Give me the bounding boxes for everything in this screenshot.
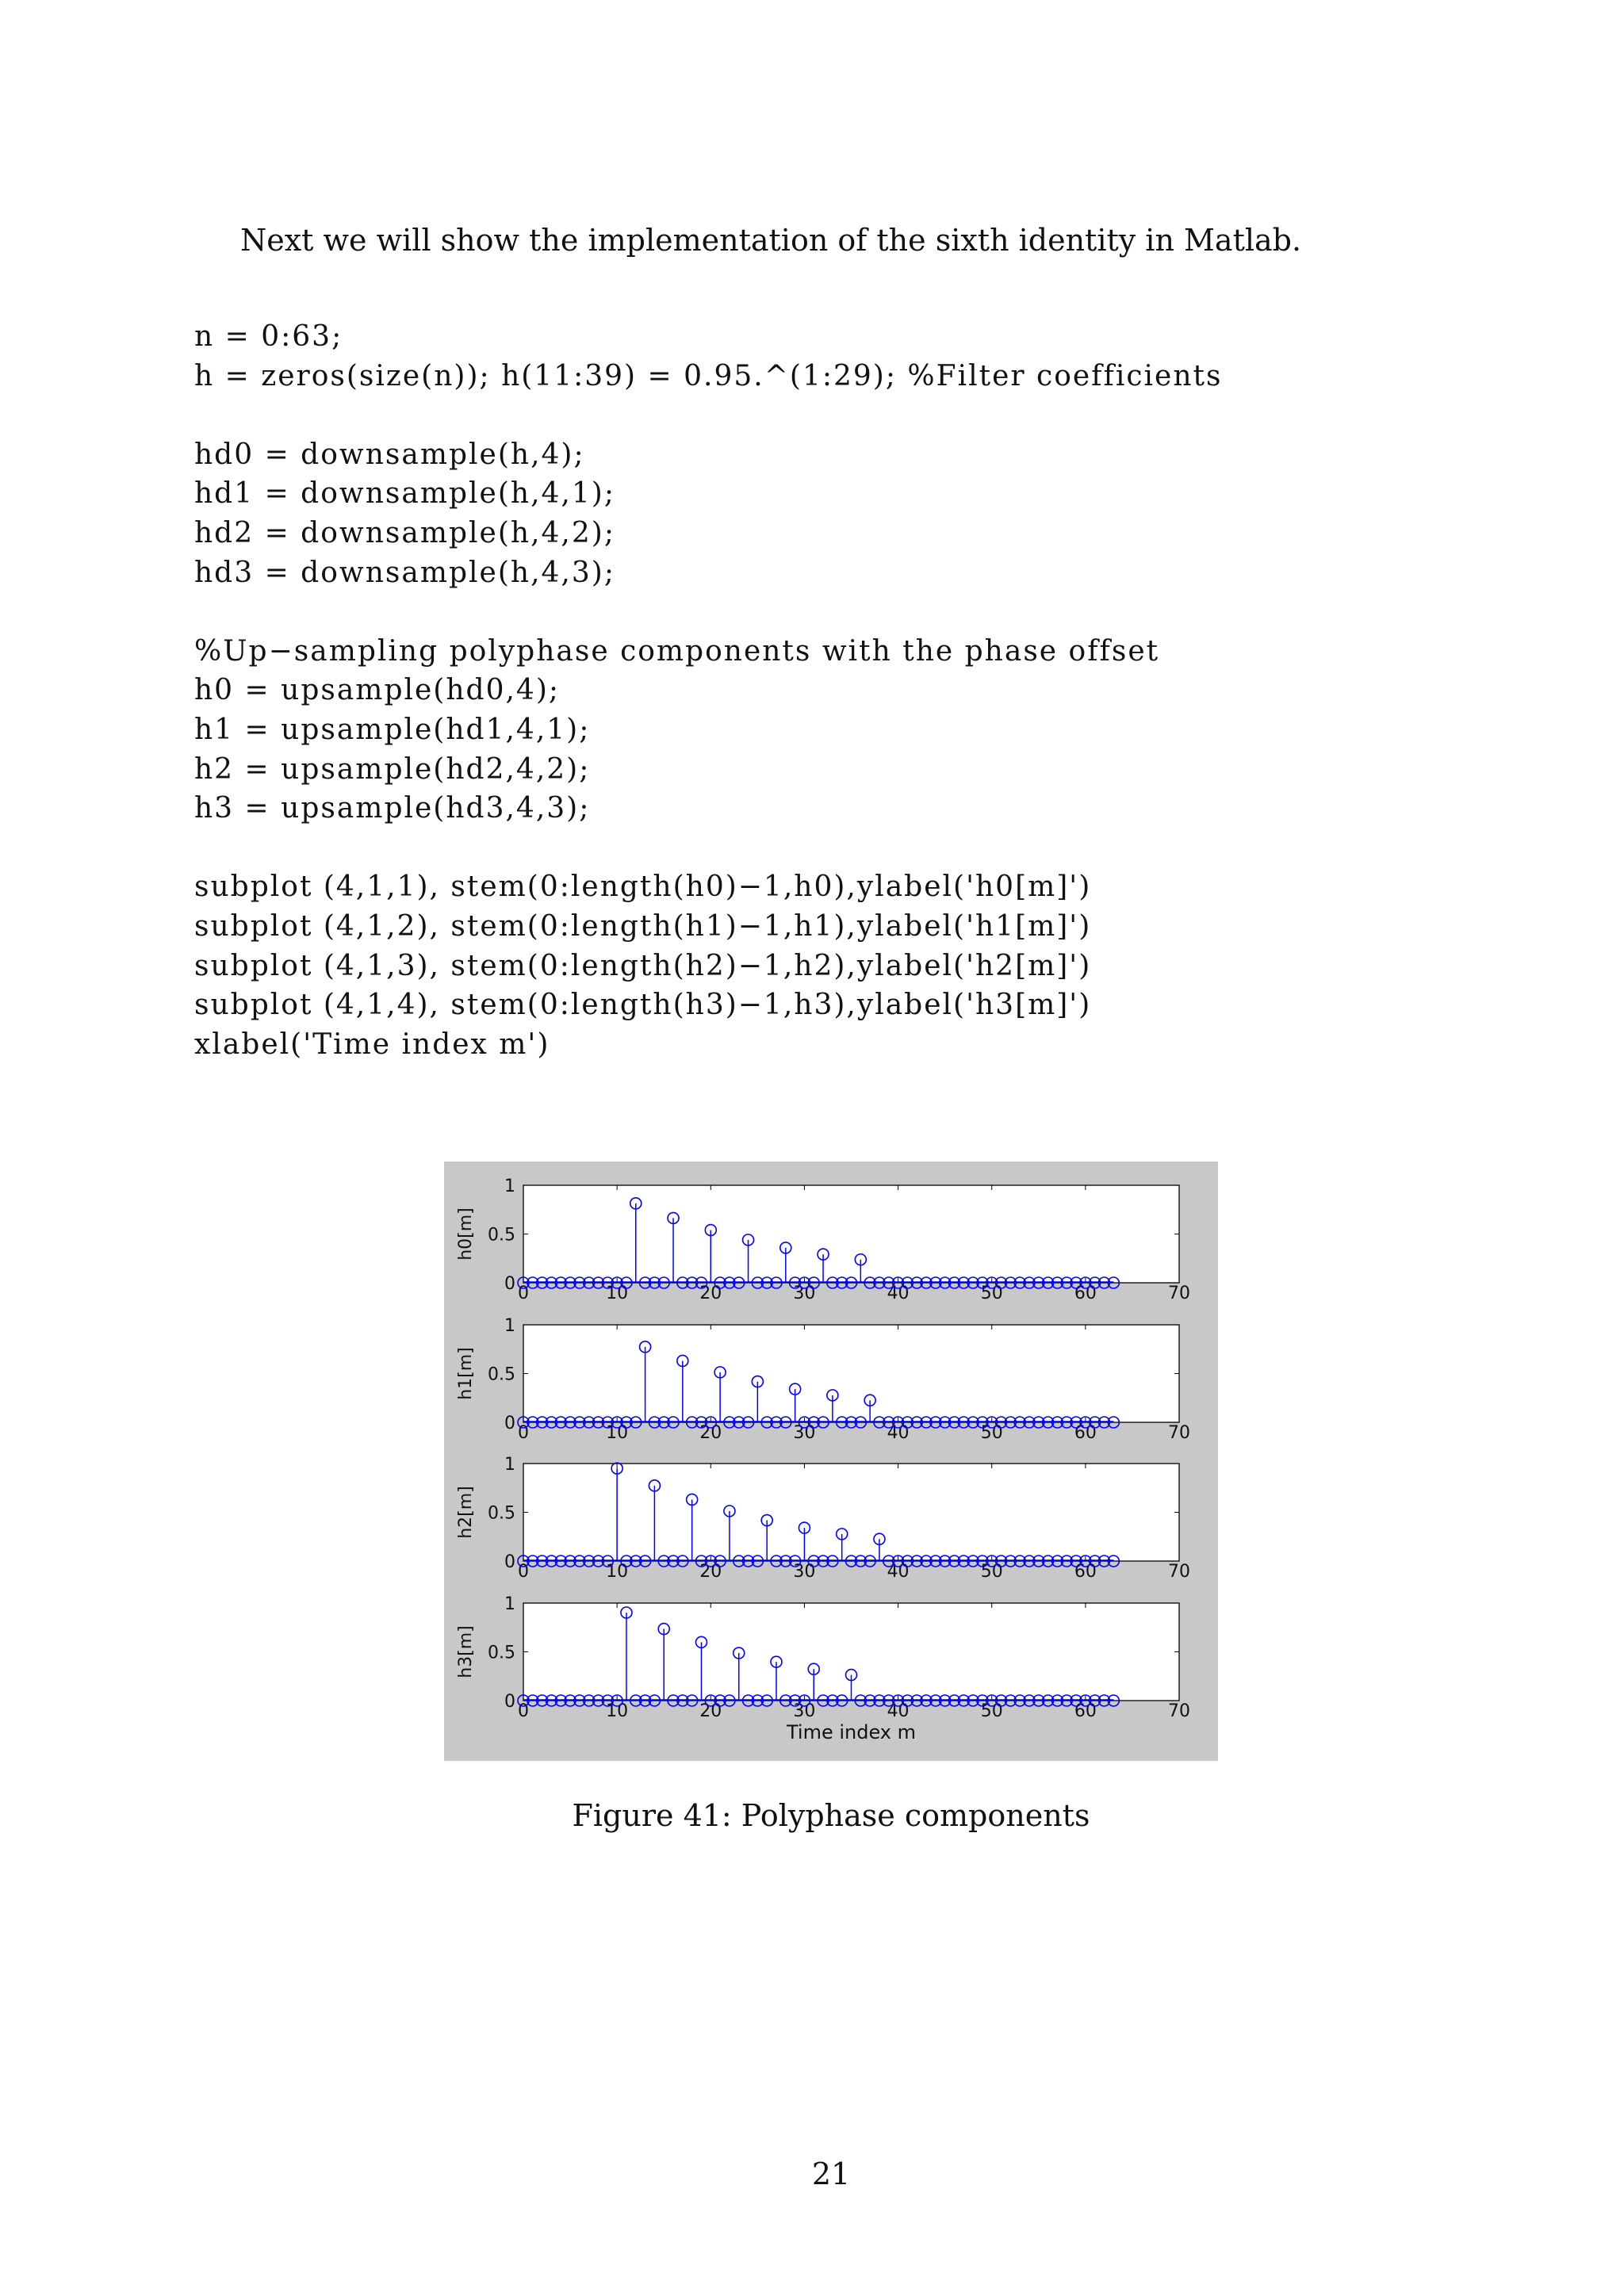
x-tick-label: 40 — [887, 1701, 910, 1721]
x-tick-label: 10 — [606, 1562, 629, 1582]
x-tick-label: 20 — [699, 1562, 722, 1582]
code-line: hd2 = downsample(h,4,2); — [194, 516, 615, 549]
code-line: hd3 = downsample(h,4,3); — [194, 556, 615, 589]
y-tick-label: 1 — [504, 1455, 515, 1475]
x-tick-label: 30 — [793, 1701, 816, 1721]
y-axis-label: h3[m] — [456, 1625, 476, 1678]
y-tick-label: 0.5 — [488, 1643, 515, 1663]
plot-axes — [523, 1464, 1179, 1561]
x-tick-label: 50 — [980, 1701, 1003, 1721]
x-tick-label: 0 — [518, 1701, 529, 1721]
code-line — [194, 396, 1222, 435]
code-line: subplot (4,1,4), stem(0:length(h3)−1,h3),ylabel('h3[m]') — [194, 989, 1092, 1022]
polyphase-figure — [444, 1161, 1218, 1761]
code-line: %Up−sampling polyphase components with the phase offset — [194, 634, 1160, 668]
x-tick-label: 70 — [1168, 1284, 1190, 1303]
x-tick-label: 40 — [887, 1562, 910, 1582]
x-tick-label: 10 — [606, 1701, 629, 1721]
code-line: h1 = upsample(hd1,4,1); — [194, 713, 591, 746]
x-tick-label: 0 — [518, 1423, 529, 1443]
x-tick-label: 50 — [980, 1562, 1003, 1582]
x-tick-label: 60 — [1074, 1423, 1097, 1443]
y-tick-label: 0.5 — [488, 1503, 515, 1524]
code-line — [194, 828, 1222, 868]
y-axis-label: h0[m] — [456, 1207, 476, 1261]
x-tick-label: 30 — [793, 1423, 816, 1443]
x-tick-label: 0 — [518, 1562, 529, 1582]
code-line: hd0 = downsample(h,4); — [194, 438, 585, 471]
code-line: h3 = upsample(hd3,4,3); — [194, 792, 591, 825]
y-tick-label: 0.5 — [488, 1225, 515, 1246]
plot-axes — [523, 1185, 1179, 1283]
y-tick-label: 0 — [504, 1552, 515, 1572]
y-tick-label: 0 — [504, 1692, 515, 1712]
matlab-code-block — [194, 317, 1222, 1064]
page-number: 21 — [811, 2156, 851, 2191]
code-line: xlabel('Time index m') — [194, 1027, 550, 1061]
code-line: hd1 = downsample(h,4,1); — [194, 477, 615, 511]
x-tick-label: 10 — [606, 1423, 629, 1443]
x-tick-label: 50 — [980, 1284, 1003, 1303]
code-line: subplot (4,1,2), stem(0:length(h1)−1,h1),ylabel('h1[m]') — [194, 909, 1092, 943]
x-axis-label: Time index m — [786, 1721, 917, 1743]
code-line: h = zeros(size(n)); h(11:39) = 0.95.^(1:29); %Filter coefficients — [194, 359, 1223, 392]
x-tick-label: 70 — [1168, 1423, 1190, 1443]
x-tick-label: 70 — [1168, 1562, 1190, 1582]
intro-paragraph: Next we will show the implementation of the sixth identity in Matlab. — [240, 223, 1302, 258]
x-tick-label: 40 — [887, 1284, 910, 1303]
x-tick-label: 20 — [699, 1284, 722, 1303]
plot-axes — [523, 1325, 1179, 1422]
x-tick-label: 30 — [793, 1284, 816, 1303]
code-line: subplot (4,1,3), stem(0:length(h2)−1,h2),ylabel('h2[m]') — [194, 949, 1092, 982]
x-tick-label: 60 — [1074, 1562, 1097, 1582]
y-tick-label: 0 — [504, 1274, 515, 1294]
y-tick-label: 1 — [504, 1316, 515, 1336]
y-tick-label: 1 — [504, 1177, 515, 1196]
x-tick-label: 10 — [606, 1284, 629, 1303]
x-tick-label: 20 — [699, 1701, 722, 1721]
code-line: h0 = upsample(hd0,4); — [194, 674, 561, 707]
x-tick-label: 70 — [1168, 1701, 1190, 1721]
x-tick-label: 30 — [793, 1562, 816, 1582]
y-tick-label: 0.5 — [488, 1364, 515, 1385]
code-line: subplot (4,1,1), stem(0:length(h0)−1,h0),ylabel('h0[m]') — [194, 871, 1092, 904]
x-tick-label: 50 — [980, 1423, 1003, 1443]
figure-caption: Figure 41: Polyphase components — [572, 1798, 1090, 1833]
y-axis-label: h1[m] — [456, 1347, 476, 1400]
code-line: h2 = upsample(hd2,4,2); — [194, 752, 591, 786]
x-tick-label: 60 — [1074, 1701, 1097, 1721]
x-tick-label: 40 — [887, 1423, 910, 1443]
code-line: n = 0:63; — [194, 320, 343, 353]
x-tick-label: 0 — [518, 1284, 529, 1303]
x-tick-label: 60 — [1074, 1284, 1097, 1303]
y-axis-label: h2[m] — [456, 1486, 476, 1539]
stem-plots — [444, 1161, 1218, 1761]
x-tick-label: 20 — [699, 1423, 722, 1443]
code-line — [194, 592, 1222, 632]
y-tick-label: 1 — [504, 1594, 515, 1614]
y-tick-label: 0 — [504, 1414, 515, 1433]
